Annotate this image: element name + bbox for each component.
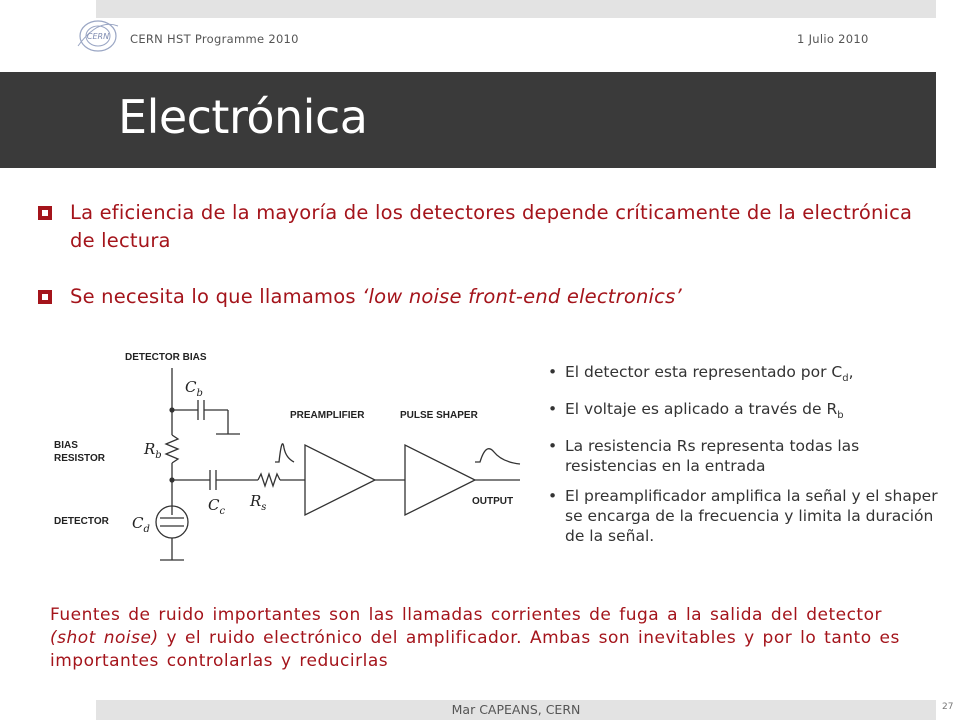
label-rb: $R_b$ bbox=[144, 440, 162, 461]
list-item: • El detector esta representado por $C_d$, bbox=[548, 362, 943, 389]
label-pulse-shaper: PULSE SHAPER bbox=[400, 410, 478, 421]
junction-node bbox=[169, 477, 174, 482]
square-bullet-icon bbox=[38, 206, 52, 220]
cern-logo bbox=[72, 16, 124, 56]
bullet-low-noise bbox=[70, 283, 920, 311]
label-cb: $C_b$ bbox=[185, 378, 203, 399]
bullet-efficiency bbox=[70, 199, 920, 255]
noise-footnote: Fuentes de ruido importantes son las llamadas corrientes de fuga a la salida del detector (shot noise) y el ruido electrónico del amplificador. Ambas son inevitables y por lo tanto es importantes controlarlas y reducirlas bbox=[50, 605, 900, 671]
side-points-list bbox=[548, 362, 943, 556]
label-output: OUTPUT bbox=[472, 496, 514, 507]
bullet-efficiency-text: La eficiencia de la mayoría de los detectores depende críticamente de la electrónica de lectura bbox=[70, 201, 913, 252]
header-program: CERN HST Programme 2010 bbox=[130, 32, 299, 46]
label-preamplifier: PREAMPLIFIER bbox=[290, 410, 365, 421]
bullet-low-noise-italic: ‘low noise front-end electronics’ bbox=[362, 285, 682, 308]
label-rs: $R_s$ bbox=[250, 492, 267, 513]
list-item: • La resistencia Rs representa todas las resistencias en la entrada bbox=[548, 436, 943, 476]
top-bar bbox=[96, 0, 936, 18]
junction-node bbox=[169, 407, 174, 412]
label-detector: DETECTOR bbox=[54, 516, 109, 527]
page-number: 27 bbox=[942, 702, 954, 712]
label-cc: $C_c$ bbox=[208, 496, 226, 517]
list-item: • El preamplificador amplifica la señal y el shaper se encarga de la frecuencia y limita la duración de la señal. bbox=[548, 486, 943, 546]
list-item: • El voltaje es aplicado a través de $R_b$ bbox=[548, 399, 943, 426]
footer-author: Mar CAPEANS, CERN bbox=[451, 702, 581, 717]
slide-title: Electrónica bbox=[118, 90, 368, 144]
square-bullet-icon bbox=[38, 290, 52, 304]
label-bias: BIAS bbox=[54, 440, 78, 451]
header-date: 1 Julio 2010 bbox=[797, 32, 869, 46]
circuit-diagram bbox=[50, 340, 525, 575]
label-resistor: RESISTOR bbox=[54, 453, 105, 464]
cern-logo-text: CERN bbox=[86, 32, 110, 41]
label-detector-bias: DETECTOR BIAS bbox=[125, 352, 207, 363]
label-cd: $C_d$ bbox=[132, 514, 150, 535]
bullet-low-noise-text: Se necesita lo que llamamos bbox=[70, 285, 363, 308]
